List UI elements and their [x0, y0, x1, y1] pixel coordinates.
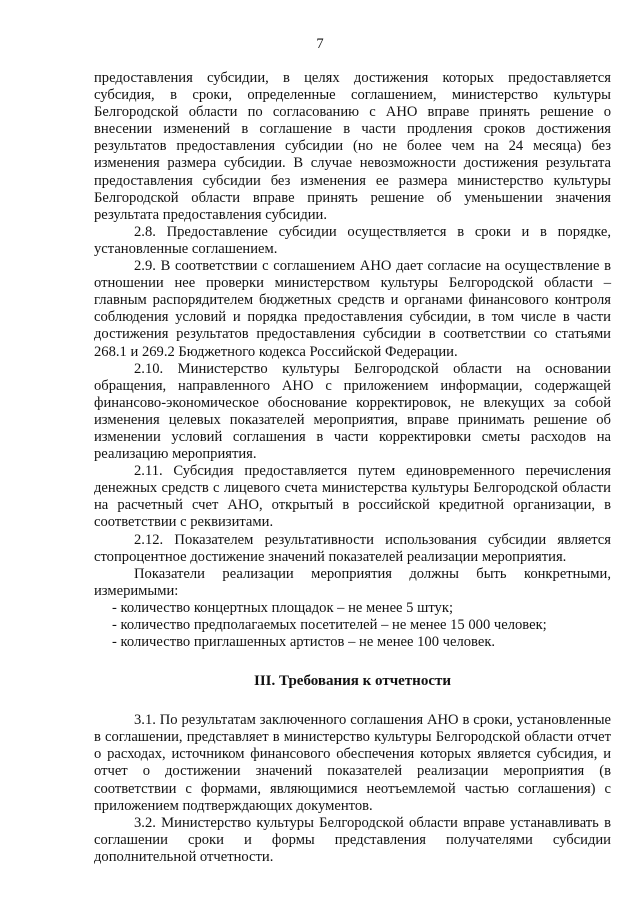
paragraph-continuation: предоставления субсидии, в целях достижения которых предоставляется субсидия, в сроки, определенные соглашением, министерство культуры Белгородской области по согласованию с АНО вправе принять решение о внесении изменений в соглашение в части продления сроков достижения результатов предоставления субсидии (но не более чем на 24 месяца) без изменения размера субсидии. В случае невозможности достижения результата предоставления субсидии без изменения ее размера министерство культуры Белгородской области вправе принять решение об уменьшении значения результата предоставления субсидии. — [94, 70, 611, 223]
paragraph-indicators: Показатели реализации мероприятия должны быть конкретными, измеримыми: — [94, 565, 611, 599]
list-item-artists: - количество приглашенных артистов – не менее 100 человек. — [112, 634, 496, 651]
paragraph-2-11: 2.11. Субсидия предоставляется путем единовременного перечисления денежных средств с лицевого счета министерства культуры Белгородской области на расчетный счет АНО, открытый в российской кредитной организации, в соответствии с реквизитами. — [94, 463, 611, 531]
list-item-venues: - количество концертных площадок – не менее 5 штук; — [112, 599, 453, 616]
paragraph-2-12: 2.12. Показателем результативности использования субсидии является стопроцентное достижение значений показателей реализации мероприятия. — [94, 531, 611, 565]
paragraph-3-1: 3.1. По результатам заключенного соглашения АНО в сроки, установленные в соглашении, представляет в министерство культуры Белгородской области отчет о расходах, источником финансового обеспечения которых является субсидия, и отчет о достижении значений показателей реализации мероприятия (в соответствии с формами, являющимися неотъемлемой частью соглашения) с приложением подтверждающих документов. — [94, 712, 611, 814]
section-heading-reporting: III. Требования к отчетности — [254, 673, 451, 690]
paragraph-2-9: 2.9. В соответствии с соглашением АНО дает согласие на осуществление в отношении нее проверки министерством культуры Белгородской области – главным распорядителем бюджетных средств и органами финансового контроля соблюдения условий и порядка предоставления субсидии, в том числе в части достижения результатов предоставления субсидии в соответствии со статьями 268.1 и 269.2 Бюджетного кодекса Российской Федерации. — [94, 258, 611, 360]
document-body — [94, 70, 611, 866]
paragraph-2-8: 2.8. Предоставление субсидии осуществляется в сроки и в порядке, установленные соглашением. — [94, 223, 611, 257]
paragraph-3-2: 3.2. Министерство культуры Белгородской области вправе устанавливать в соглашении сроки и формы представления получателями субсидии дополнительной отчетности. — [94, 814, 611, 865]
list-item-visitors: - количество предполагаемых посетителей – не менее 15 000 человек; — [112, 617, 547, 633]
page-number: 7 — [316, 36, 324, 52]
paragraph-2-10: 2.10. Министерство культуры Белгородской области на основании обращения, направленного АНО с приложением информации, содержащей финансово-экономическое обоснование корректировок, не влекущих за собой изменения целевых показателей мероприятия, вправе принимать решение об изменении условий соглашения в части корректировки сметы расходов на реализацию мероприятия. — [94, 360, 611, 463]
